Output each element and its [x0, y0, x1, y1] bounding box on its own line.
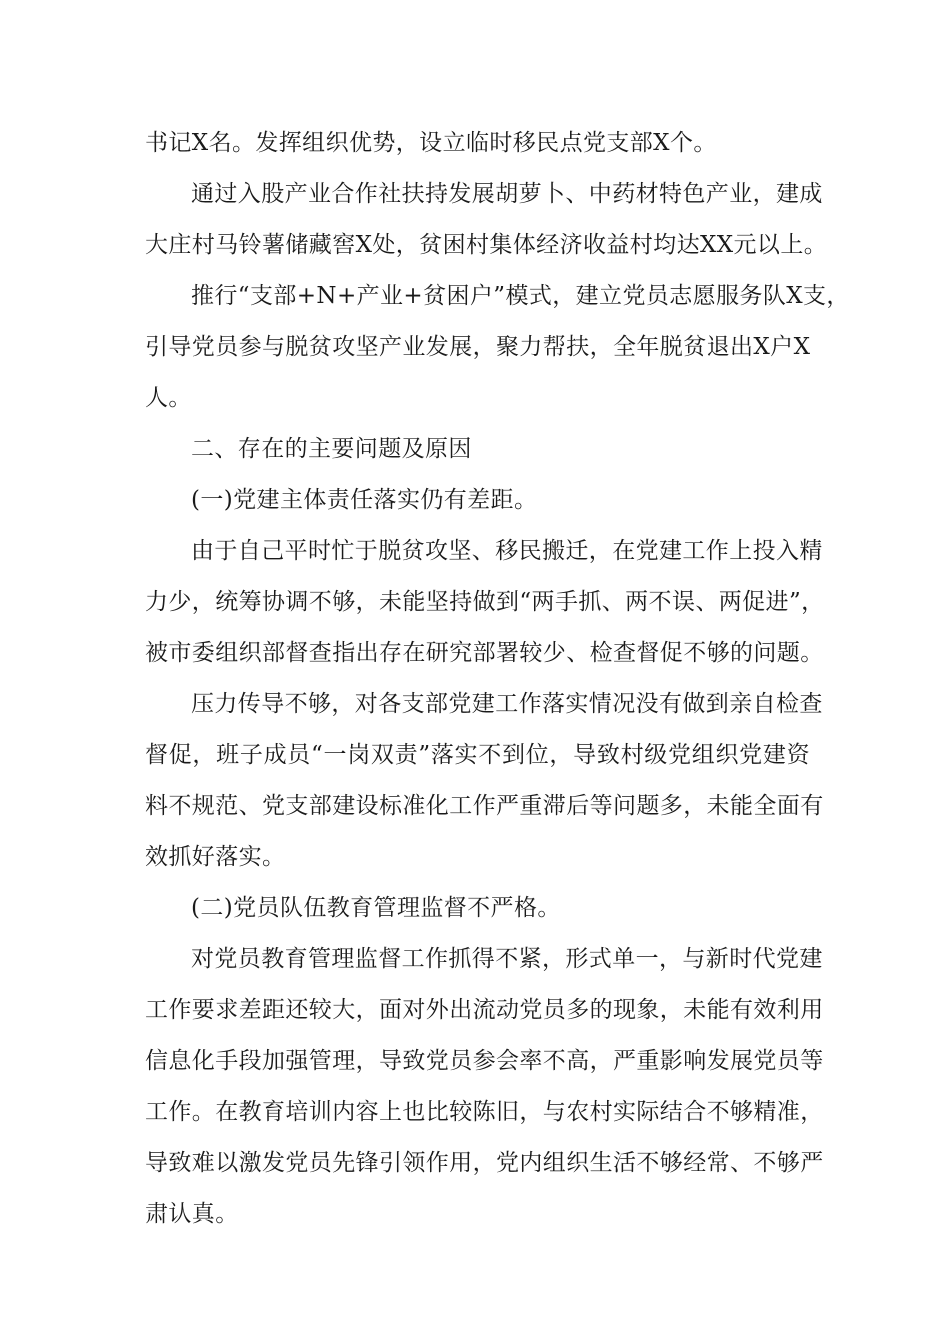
text-line: 书记X名。发挥组织优势，设立临时移民点党支部X个。 — [145, 130, 717, 156]
text-line: 推行“支部+N+产业+贫困户”模式，建立党员志愿服务队X支， — [191, 283, 850, 309]
text-line: 导致难以激发党员先锋引领作用，党内组织生活不够经常、不够严 — [145, 1150, 824, 1176]
text-line: 大庄村马铃薯储藏窖X处，贫困村集体经济收益村均达XX元以上。 — [145, 232, 828, 258]
text-line: 引导党员参与脱贫攻坚产业发展，聚力帮扶，全年脱贫退出X户X — [145, 334, 811, 360]
text-line: 肃认真。 — [145, 1201, 239, 1227]
text-line: 力少，统筹协调不够，未能坚持做到“两手抓、两不误、两促进”， — [145, 589, 825, 615]
text-line: 压力传导不够，对各支部党建工作落实情况没有做到亲自检查 — [191, 691, 823, 717]
text-line: (二)党员队伍教育管理监督不严格。 — [191, 895, 561, 921]
text-line: 效抓好落实。 — [145, 844, 286, 870]
text-line: 被市委组织部督查指出存在研究部署较少、检查督促不够的问题。 — [145, 640, 824, 666]
text-line: 工作。在教育培训内容上也比较陈旧，与农村实际结合不够精准， — [145, 1099, 824, 1125]
text-line: (一)党建主体责任落实仍有差距。 — [191, 487, 538, 513]
text-line: 信息化手段加强管理，导致党员参会率不高，严重影响发展党员等 — [145, 1048, 824, 1074]
text-line: 对党员教育管理监督工作抓得不紧，形式单一，与新时代党建 — [191, 946, 823, 972]
text-line: 人。 — [145, 385, 192, 411]
text-line: 料不规范、党支部建设标准化工作严重滞后等问题多，未能全面有 — [145, 793, 824, 819]
document-page — [145, 118, 850, 1240]
text-line: 通过入股产业合作社扶持发展胡萝卜、中药材特色产业，建成 — [191, 181, 823, 207]
text-line: 督促，班子成员“一岗双责”落实不到位，导致村级党组织党建资 — [145, 742, 810, 768]
text-line: 工作要求差距还较大，面对外出流动党员多的现象，未能有效利用 — [145, 997, 824, 1023]
text-line: 二、存在的主要问题及原因 — [191, 436, 472, 462]
text-line: 由于自己平时忙于脱贫攻坚、移民搬迁，在党建工作上投入精 — [191, 538, 823, 564]
